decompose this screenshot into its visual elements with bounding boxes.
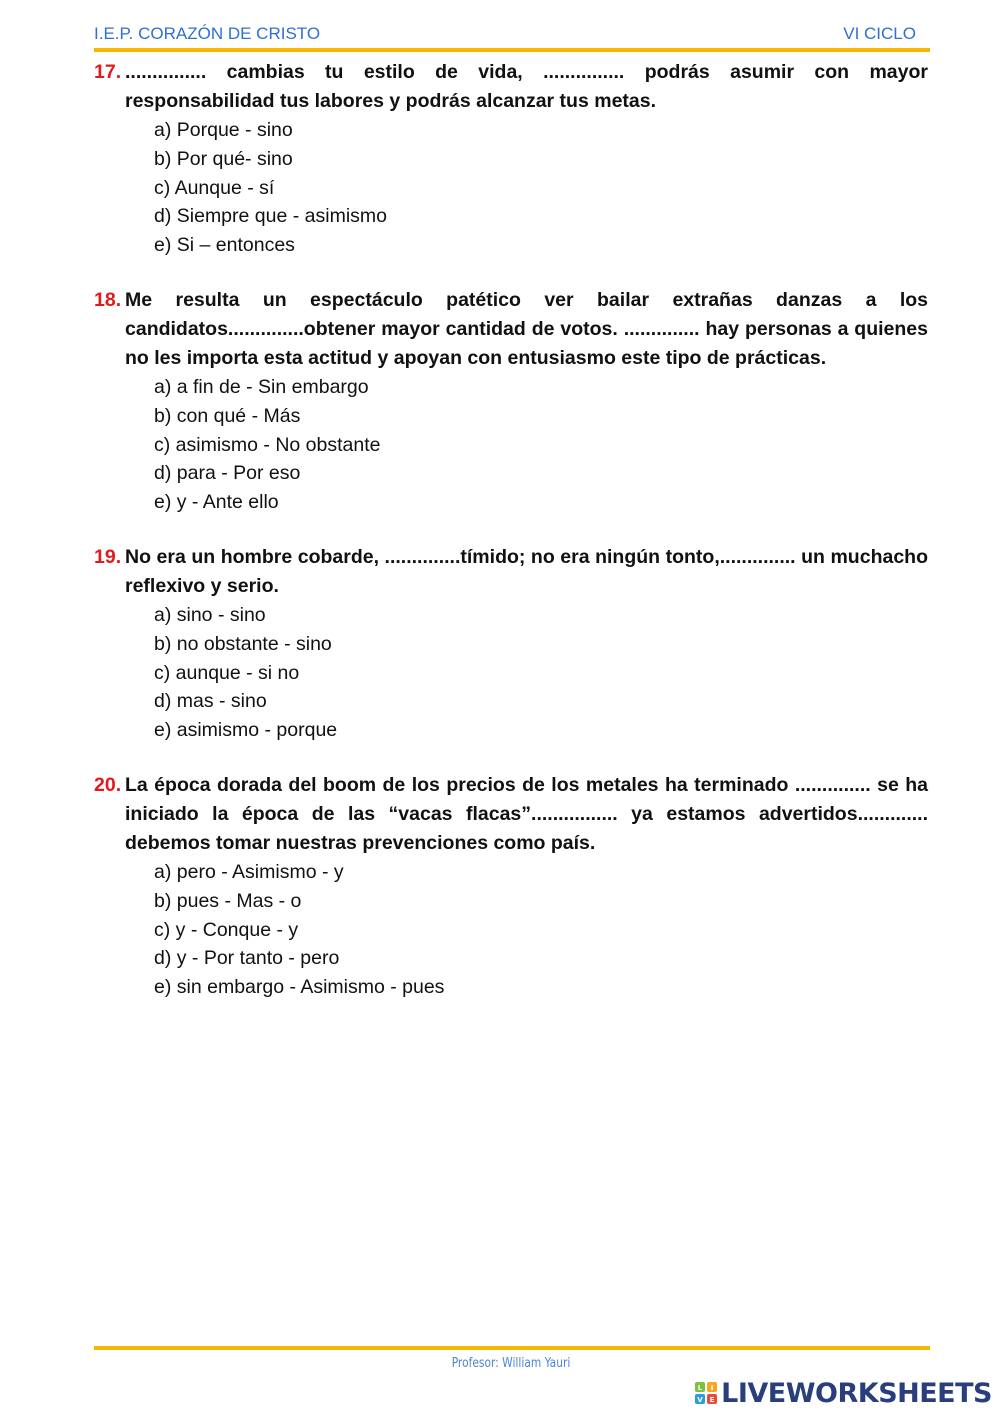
worksheet-content [94,58,928,1028]
option-d[interactable]: d) Siempre que - asimismo [154,205,387,228]
brand-name: LIVEWORKSHEETS [721,1377,992,1409]
liveworksheets-logo-icon [695,1382,717,1404]
option-b[interactable]: b) pues - Mas - o [154,889,302,912]
option-a[interactable]: a) sino - sino [154,603,266,626]
option-b[interactable]: b) no obstante - sino [154,632,332,655]
question-text [94,543,928,601]
option-a[interactable]: a) a fin de - Sin embargo [154,375,369,398]
option-c[interactable]: c) Aunque - sí [154,176,275,199]
option-b[interactable]: b) Por qué- sino [154,147,293,170]
question-text [94,771,928,858]
teacher-credit: Profesor: William Yauri [451,1356,571,1371]
footer-divider [94,1346,930,1350]
svg-text:E: E [709,1396,715,1404]
svg-text:I: I [710,1384,714,1392]
liveworksheets-brand[interactable] [695,1378,992,1408]
option-e[interactable]: e) y - Ante ello [154,491,279,514]
question-statement: No era un hombre cobarde, ..............tímido; no era ningún tonto,.............. un muchacho reflexivo y serio. [125,545,928,597]
question-number: 19. [94,545,122,568]
option-a[interactable]: a) pero - Asimismo - y [154,860,344,883]
question-statement: ............... cambias tu estilo de vida, ............... podrás asumir con mayor responsabilidad tus labores y podrás alcanzar tus metas. [125,61,928,112]
question-statement: La época dorada del boom de los precios de los metales ha terminado .............. se ha iniciado la época de las “vacas flacas”................ ya estamos advertidos............. debemos tomar nuestras prevenciones como país. [125,773,928,854]
question-19 [94,543,928,745]
option-list [94,373,928,517]
svg-text:L: L [697,1384,703,1392]
option-c[interactable]: c) asimismo - No obstante [154,433,381,456]
question-number: 17. [94,61,122,83]
option-d[interactable]: d) y - Por tanto - pero [154,947,340,970]
option-list [94,601,928,745]
option-b[interactable]: b) con qué - Más [154,404,301,427]
question-number: 18. [94,288,122,311]
school-name: I.E.P. CORAZÓN DE CRISTO [94,24,321,43]
question-text [94,58,928,116]
page-header [94,22,930,52]
question-text [94,286,928,373]
option-d[interactable]: d) mas - sino [154,690,267,713]
question-18 [94,286,928,517]
svg-text:V: V [697,1396,703,1404]
option-e[interactable]: e) sin embargo - Asimismo - pues [154,976,445,999]
option-d[interactable]: d) para - Por eso [154,462,301,485]
question-number: 20. [94,773,122,796]
question-20 [94,771,928,1002]
option-c[interactable]: c) y - Conque - y [154,918,299,941]
option-e[interactable]: e) asimismo - porque [154,719,338,742]
level-label: VI CICLO [843,24,916,43]
option-list [94,858,928,1002]
question-17 [94,58,928,260]
option-a[interactable]: a) Porque - sino [154,119,293,141]
question-statement: Me resulta un espectáculo patético ver bailar extrañas danzas a los candidatos..............obtener mayor cantidad de votos. .............. hay personas a quienes no les importa esta actitud y apoyan con entusiasmo este tipo de prácticas. [125,288,928,369]
option-list [94,116,928,260]
option-e[interactable]: e) Si – entonces [154,234,295,257]
option-c[interactable]: c) aunque - si no [154,661,300,684]
